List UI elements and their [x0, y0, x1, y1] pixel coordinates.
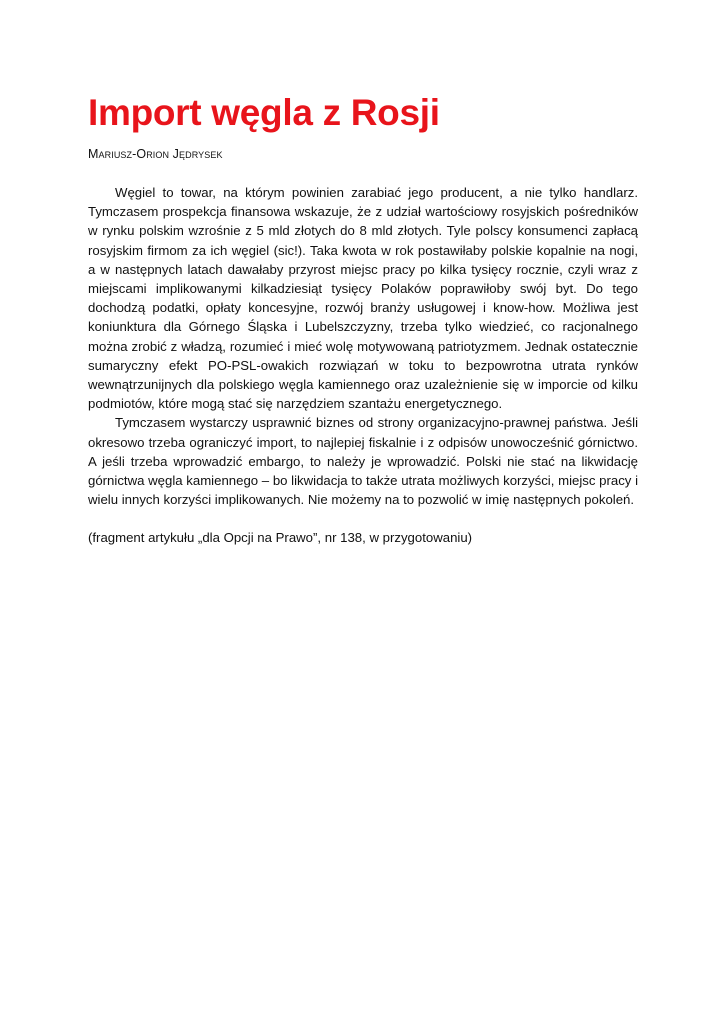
article-footnote: (fragment artykułu „dla Opcji na Prawo”, nr 138, w przygotowaniu) — [88, 530, 473, 546]
article-title: Import węgla z Rosji — [88, 92, 440, 133]
paragraph: Węgiel to towar, na którym powinien zarabiać jego producent, a nie tylko handlarz. Tymczasem prospekcja finansowa wskazuje, że z udział wartościowy rosyjskich pośredników w rynku polskim wzrośnie z 5 mld złotych do 8 mld złotych. Tyle polscy konsumenci zapłacą rosyjskim firmom za ich węgiel (sic!). Taka kwota w rok postawiłaby polskie kopalnie na nogi, a w następnych latach dawałaby przyrost miejsc pracy po kilka tysięcy rocznie, czyli wraz z miejscami implikowanymi kilkadziesiąt tysięcy Polaków poprawiłoby swój byt. Do tego dochodzą podatki, opłaty koncesyjne, rozwój branży usługowej i know-how. Możliwa jest koniunktura dla Górnego Śląska i Lubelszczyzny, trzeba tylko wiedzieć, co racjonalnego można zrobić z władzą, rozumieć i mieć wolę motywowaną patriotyzmem. Jednak ostatecznie sumaryczny efekt PO-PSL-owakich rozwiązań w toku to bezpowrotna utrata rynków wewnątrzunijnych dla polskiego węgla kamiennego oraz uzależnienie się w imporcie od kilku podmiotów, które mogą stać się narzędziem szantażu energetycznego. — [88, 185, 638, 412]
article-author: Mariusz-Orion Jędrysek — [88, 147, 223, 161]
document-page — [88, 88, 638, 547]
article-body — [88, 183, 638, 509]
paragraph: Tymczasem wystarczy usprawnić biznes od strony organizacyjno-prawnej państwa. Jeśli okresowo trzeba ograniczyć import, to najlepiej fiskalnie i z odpisów unowocześnić górnictwo. A jeśli trzeba wprowadzić embargo, to należy je wprowadzić. Polski nie stać na likwidację górnictwa węgla kamiennego – bo likwidacja to także utrata możliwych korzyści, miejsc pracy i wielu innych korzyści implikowanych. Nie możemy na to pozwolić w imię następnych pokoleń. — [88, 415, 638, 508]
